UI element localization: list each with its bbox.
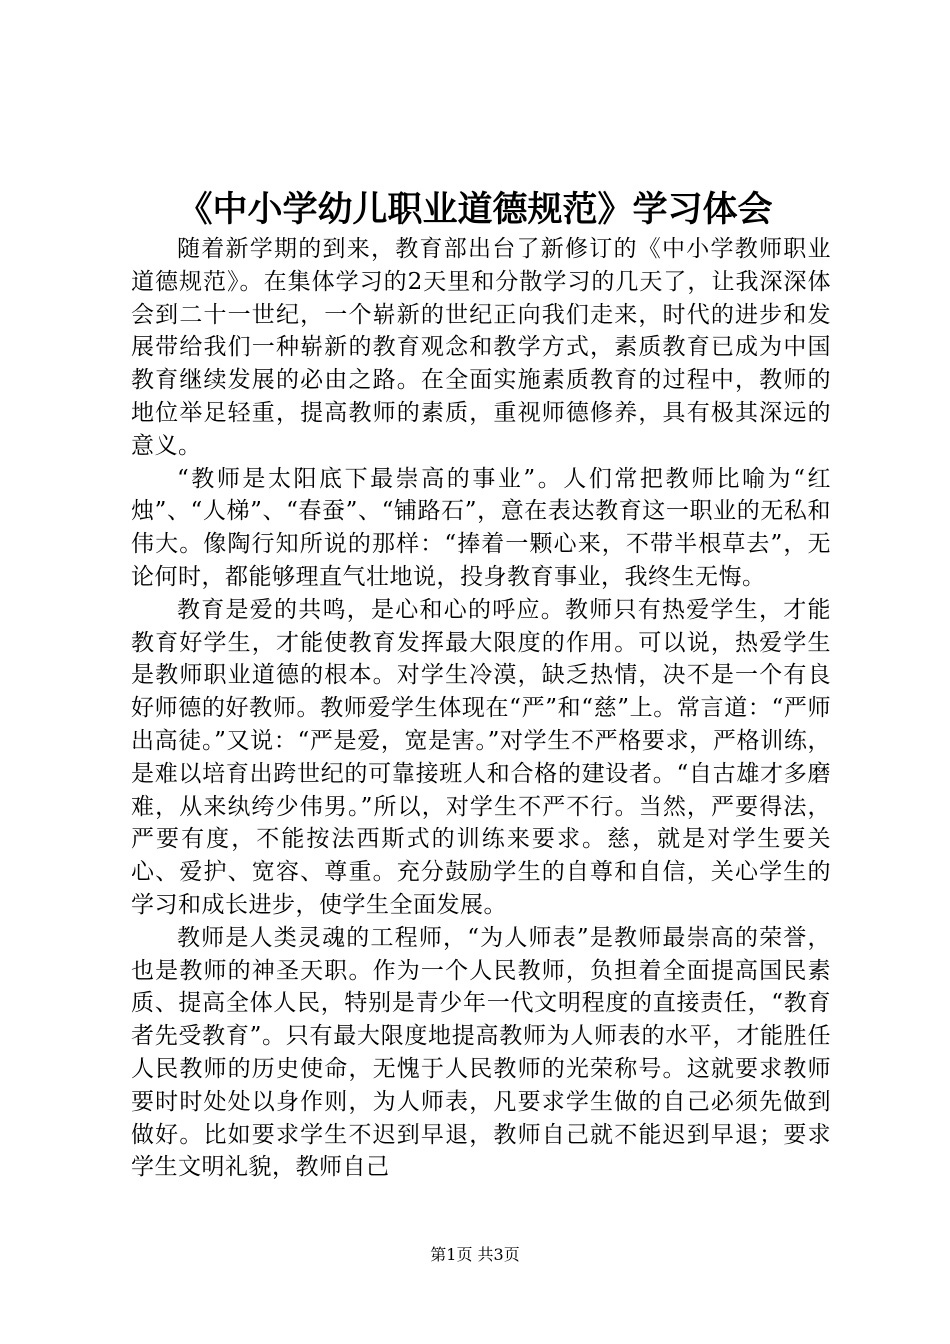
paragraph-3: 教育是爱的共鸣，是心和心的呼应。教师只有热爱学生，才能教育好学生，才能使教育发挥最大限度的作用。可以说，热爱学生是教师职业道德的根本。对学生冷漠，缺乏热情，决不是一个有良好师德的好教师。教师爱学生体现在“严”和“慈”上。常言道：“严师出高徒。”又说：“严是爱，宽是害。”对学生不严格要求，严格训练，是难以培育出跨世纪的可靠接班人和合格的建设者。“自古雄才多磨难，从来纨绔少伟男。”所以，对学生不严不行。当然，严要得法，严要有度，不能按法西斯式的训练来要求。慈，就是对学生要关心、爱护、宽容、尊重。充分鼓励学生的自尊和自信，关心学生的学习和成长进步，使学生全面发展。	[131, 596, 831, 918]
paragraph-1: 随着新学期的到来，教育部出台了新修订的《中小学教师职业道德规范》。在集体学习的2天里和分散学习的几天了，让我深深体会到二十一世纪，一个崭新的世纪正向我们走来，时代的进步和发展带给我们一种崭新的教育观念和教学方式，素质教育已成为中国教育继续发展的必由之路。在全面实施素质教育的过程中，教师的地位举足轻重，提高教师的素质，重视师德修养，具有极其深远的意义。	[131, 236, 831, 459]
document-body	[131, 233, 831, 1184]
document-title: 《中小学幼儿职业道德规范》学习体会	[177, 189, 773, 230]
paragraph-2: “教师是太阳底下最崇高的事业”。人们常把教师比喻为“红烛”、“人梯”、“春蚕”、“铺路石”，意在表达教育这一职业的无私和伟大。像陶行知所说的那样：“捧着一颗心来，不带半根草去”，无论何时，都能够理直气壮地说，投身教育事业，我终生无悔。	[131, 465, 831, 590]
page-number-footer: 第1页 共3页	[430, 1245, 520, 1264]
paragraph-4: 教师是人类灵魂的工程师，“为人师表”是教师最崇高的荣誉，也是教师的神圣天职。作为一个人民教师，负担着全面提高国民素质、提高全体人民，特别是青少年一代文明程度的直接责任，“教育者先受教育”。只有最大限度地提高教师为人师表的水平，才能胜任人民教师的历史使命，无愧于人民教师的光荣称号。这就要求教师要时时处处以身作则，为人师表，凡要求学生做的自己必须先做到做好。比如要求学生不迟到早退，教师自己就不能迟到早退；要求学生文明礼貌，教师自己	[131, 924, 831, 1181]
